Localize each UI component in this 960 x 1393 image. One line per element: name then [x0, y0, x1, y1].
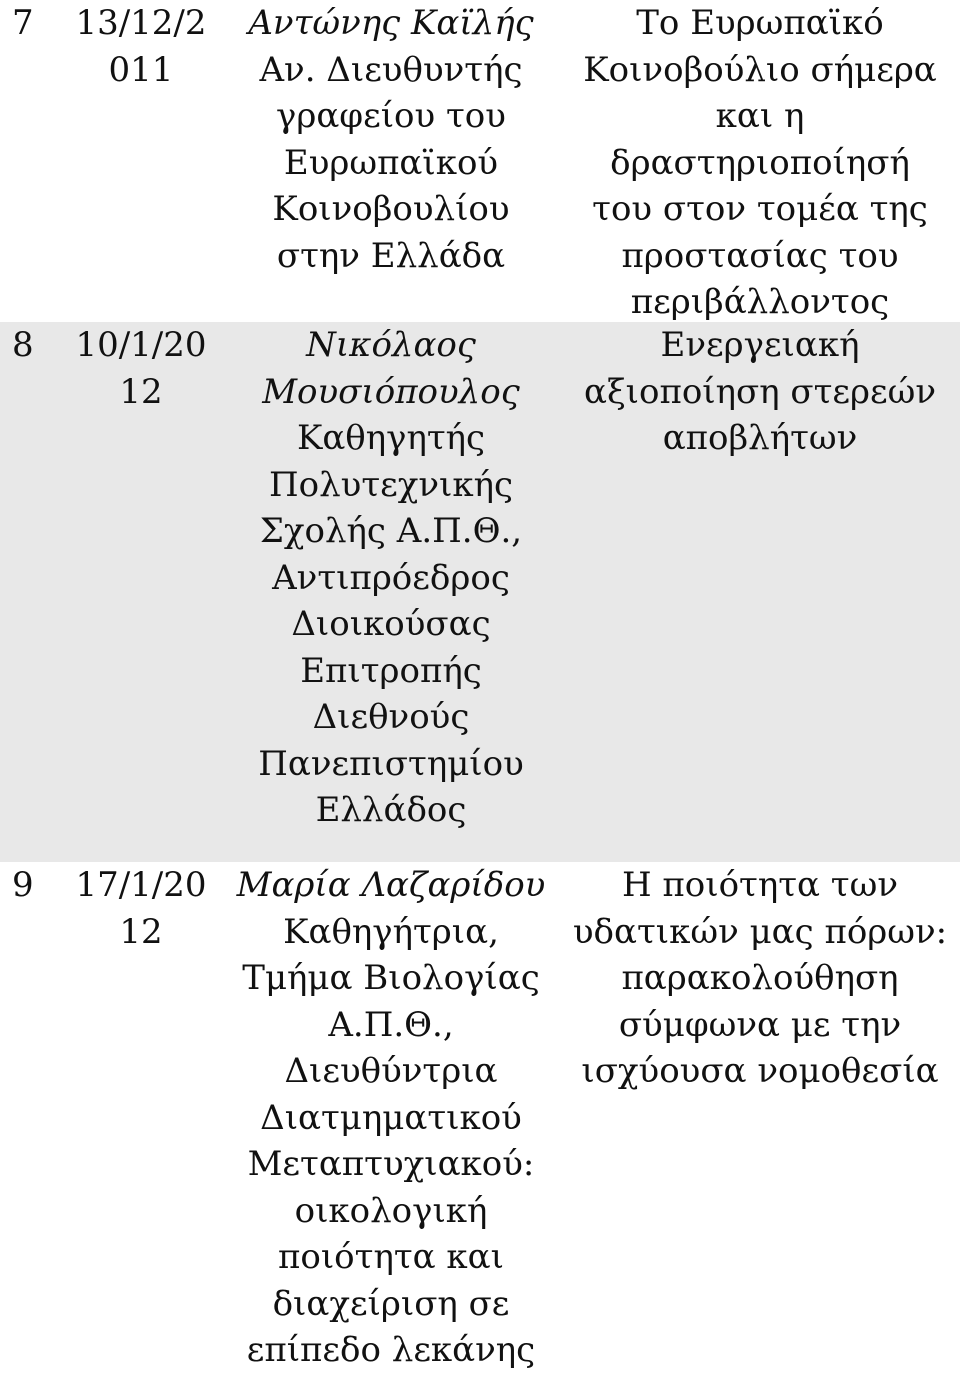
topic-line: σύμφωνα με την	[618, 1004, 902, 1045]
topic-cell	[560, 322, 960, 462]
date-line: 12	[119, 371, 163, 412]
speaker-role-line: Πολυτεχνικής	[268, 464, 514, 505]
topic-line: του στον τομέα της	[592, 189, 928, 229]
topic-line: Το Ευρωπαϊκό	[636, 3, 884, 43]
date-cell	[52, 862, 222, 955]
speaker-name: Αντώνης Καϊλής	[248, 3, 534, 43]
speaker-role-line: Α.Π.Θ.,	[328, 1004, 454, 1045]
speaker-role-line: γραφείου του	[276, 96, 506, 136]
speaker-role-line: Ελλάδος	[315, 790, 467, 830]
speaker-role-line: Μεταπτυχιακού:	[247, 1144, 535, 1184]
date-line: 12	[119, 911, 163, 952]
speaker-role-line: Τμήμα Βιολογίας	[242, 958, 540, 998]
speaker-cell	[222, 0, 560, 279]
topic-line: αποβλήτων	[662, 418, 858, 458]
topic-line: δραστηριοποίησή	[610, 142, 910, 183]
speaker-role-line: ποιότητα και	[278, 1237, 504, 1277]
table-row	[0, 322, 960, 862]
speaker-name: Μαρία Λαζαρίδου	[236, 865, 546, 905]
speaker-role-line: Πανεπιστημίου	[258, 743, 524, 784]
topic-line: υδατικών μας πόρων:	[572, 911, 948, 952]
speaker-name: Νικόλαος	[306, 325, 476, 365]
speaker-role-line: Σχολής Α.Π.Θ.,	[259, 511, 523, 551]
speaker-role-line: Καθηγητής	[296, 418, 486, 458]
speaker-name: Μουσιόπουλος	[262, 371, 520, 412]
table-row	[0, 0, 960, 322]
row-number: 9	[12, 865, 34, 905]
speaker-role-line: οικολογική	[294, 1190, 488, 1231]
speaker-role-line: Κοινοβουλίου	[272, 189, 510, 229]
row-number: 8	[12, 325, 34, 365]
topic-line: Ενεργειακή	[660, 325, 860, 365]
speaker-cell	[222, 322, 560, 834]
speaker-role-line: Επιτροπής	[300, 650, 482, 691]
table-row	[0, 862, 960, 1393]
row-number: 7	[12, 3, 34, 43]
speaker-role-line: Διευθύντρια	[284, 1051, 498, 1091]
date-line: 13/12/2	[75, 3, 207, 43]
speaker-cell	[222, 862, 560, 1374]
speaker-role-line: Διοικούσας	[291, 604, 491, 644]
speaker-role-line: Ευρωπαϊκού	[283, 142, 499, 183]
speaker-role-line: στην Ελλάδα	[276, 235, 506, 276]
topic-line: Η ποιότητα των	[621, 865, 899, 905]
topic-line: αξιοποίηση στερεών	[583, 371, 937, 412]
topic-line: ισχύουσα νομοθεσία	[581, 1051, 939, 1091]
speaker-role-line: Διατμηματικού	[260, 1097, 522, 1138]
topic-cell	[560, 0, 960, 326]
topic-line: Κοινοβούλιο σήμερα	[583, 49, 937, 90]
topic-line: περιβάλλοντος	[630, 282, 890, 322]
date-line: 011	[108, 49, 174, 90]
speaker-role-line: Διεθνούς	[312, 697, 470, 737]
topic-line: παρακολούθηση	[621, 958, 899, 998]
date-line: 17/1/20	[75, 865, 207, 905]
speaker-role-line: Καθηγήτρια,	[283, 911, 499, 952]
speaker-role-line: επίπεδο λεκάνης	[246, 1330, 536, 1370]
speaker-role-line: Αντιπρόεδρος	[272, 557, 510, 598]
speaker-role-line: Αν. Διευθυντής	[259, 49, 523, 90]
date-cell	[52, 0, 222, 93]
topic-cell	[560, 862, 960, 1095]
date-cell	[52, 322, 222, 415]
date-line: 10/1/20	[75, 325, 207, 365]
topic-line: προστασίας του	[621, 235, 899, 276]
topic-line: και η	[715, 96, 805, 136]
speaker-role-line: διαχείριση σε	[272, 1283, 510, 1324]
